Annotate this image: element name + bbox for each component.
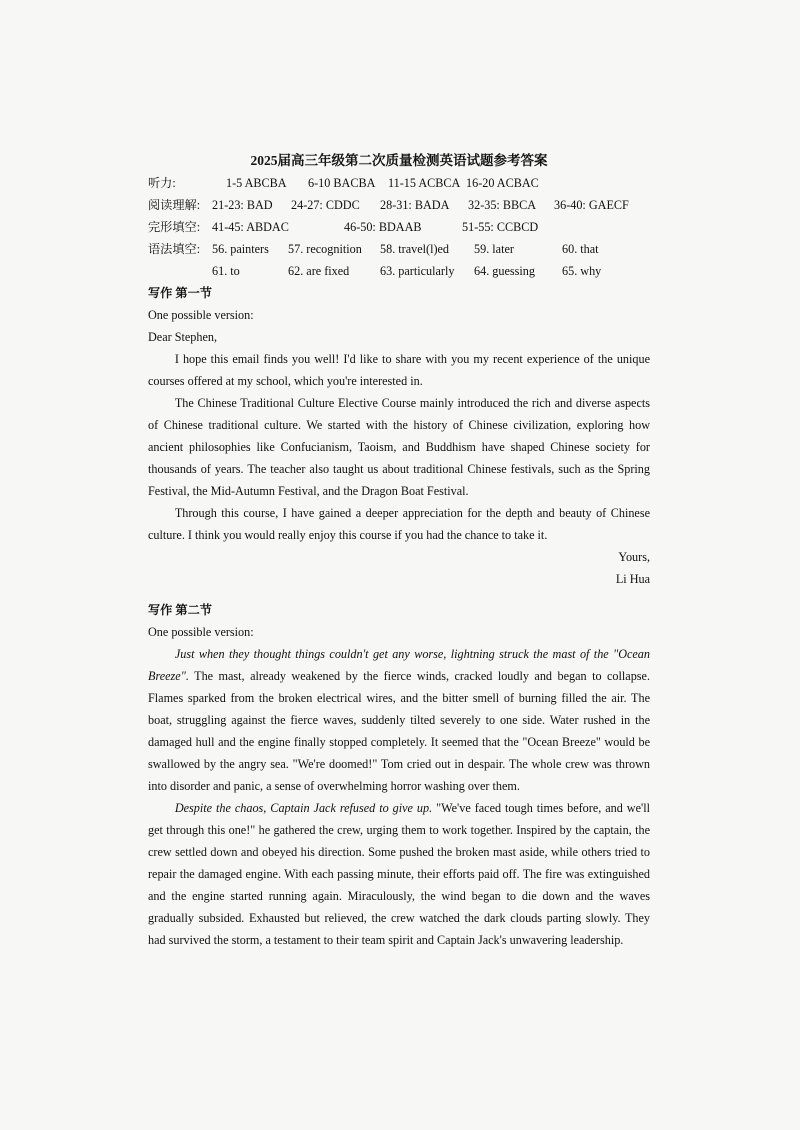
answer-item: 59. later (474, 242, 514, 256)
answer-item: 65. why (562, 264, 602, 278)
paragraph (148, 643, 650, 797)
answer-group: 36-40: GAECF (554, 198, 629, 212)
answer-item: 63. particularly (380, 264, 455, 278)
answer-group: 16-20 ACBAC (466, 176, 539, 190)
given-opening-sentence: Despite the chaos, Captain Jack refused to give up. (174, 801, 433, 815)
version-intro: One possible version: (148, 308, 254, 322)
answers-reading (148, 194, 650, 216)
paragraph: I hope this email finds you well! I'd like to share with you my recent experience of the unique courses offered at my school, which you're interested in. (148, 352, 650, 388)
answer-group: 21-23: BAD (212, 198, 273, 212)
answers-listening (148, 172, 650, 194)
answer-group: 51-55: CCBCD (462, 220, 539, 234)
section-heading: 写作 第一节 (148, 286, 212, 300)
answer-group: 11-15 ACBCA (388, 176, 461, 190)
paragraph: Through this course, I have gained a deeper appreciation for the depth and beauty of Chinese culture. I think you would really enjoy this course if you had the chance to take it. (148, 506, 650, 542)
paragraph-body: The mast, already weakened by the fierce winds, cracked loudly and began to collapse. Flames sparked from the broken electrical wires, and the bitter smell of burning filled the air. The boat, struggling against the fierce waves, suddenly tilted severely to one side. Water rushed in the damaged hull and the engine finally stopped completely. It seemed that the "Ocean Breeze" would be swallowed by the angry sea. "We're doomed!" Tom cried out in despair. The whole crew was thrown into disorder and panic, a sense of overwhelming horror washing over them. (148, 669, 650, 793)
answer-item: 64. guessing (474, 264, 535, 278)
answer-group: 6-10 BACBA (308, 176, 376, 190)
answer-group: 1-5 ABCBA (226, 176, 287, 190)
salutation: Dear Stephen, (148, 330, 218, 344)
answers-grammar (148, 238, 650, 260)
answer-group: 46-50: BDAAB (344, 220, 422, 234)
answers-label: 语法填空: (148, 242, 201, 256)
version-intro: One possible version: (148, 625, 254, 639)
answer-item: 56. painters (212, 242, 269, 256)
answer-item: 61. to (212, 264, 240, 278)
signature: Li Hua (615, 572, 650, 586)
paragraph (148, 797, 650, 951)
answer-group: 41-45: ABDAC (212, 220, 289, 234)
document-body (148, 150, 650, 951)
paragraph: The Chinese Traditional Culture Elective Course mainly introduced the rich and diverse aspects of Chinese traditional culture. We started with the history of Chinese civilization, exploring how ancient philosophies like Confucianism, Taoism, and Buddhism have shaped Chinese society for thousands of years. The teacher also taught us about traditional Chinese festivals, such as the Spring Festival, the Mid-Autumn Festival, and the Dragon Boat Festival. (148, 396, 650, 498)
answer-group: 24-27: CDDC (291, 198, 360, 212)
answers-label: 完形填空: (148, 220, 201, 234)
answer-group: 28-31: BADA (380, 198, 450, 212)
answers-label: 阅读理解: (148, 198, 201, 212)
paragraph-body: "We've faced tough times before, and we'll get through this one!" he gathered the crew, urging them to work together. Inspired by the captain, the crew settled down and obeyed his direction. Some pushed the broken mast aside, while others tried to repair the damaged engine. With each passing minute, their efforts paid off. The fire was extinguished and the engine started running again. Miraculously, the wind began to die down and the waves gradually subsided. Exhausted but relieved, the crew watched the dark clouds parting slowly. They had survived the storm, a testament to their team spirit and Captain Jack's unwavering leadership. (148, 801, 650, 947)
answer-item: 60. that (562, 242, 599, 256)
section-heading: 写作 第二节 (148, 603, 212, 617)
document-title: 2025届高三年级第二次质量检测英语试题参考答案 (250, 153, 548, 168)
given-opening-sentence: Just when they thought things couldn't get any worse, lightning struck the mast of the "Ocean Breeze". (148, 647, 650, 683)
answer-item: 58. travel(l)ed (380, 242, 450, 256)
answers-grammar-row2 (148, 260, 650, 282)
answers-label: 听力: (148, 176, 176, 190)
closing: Yours, (618, 550, 650, 564)
answer-item: 62. are fixed (288, 264, 350, 278)
answers-cloze (148, 216, 650, 238)
answer-item: 57. recognition (288, 242, 362, 256)
answer-group: 32-35: BBCA (468, 198, 537, 212)
